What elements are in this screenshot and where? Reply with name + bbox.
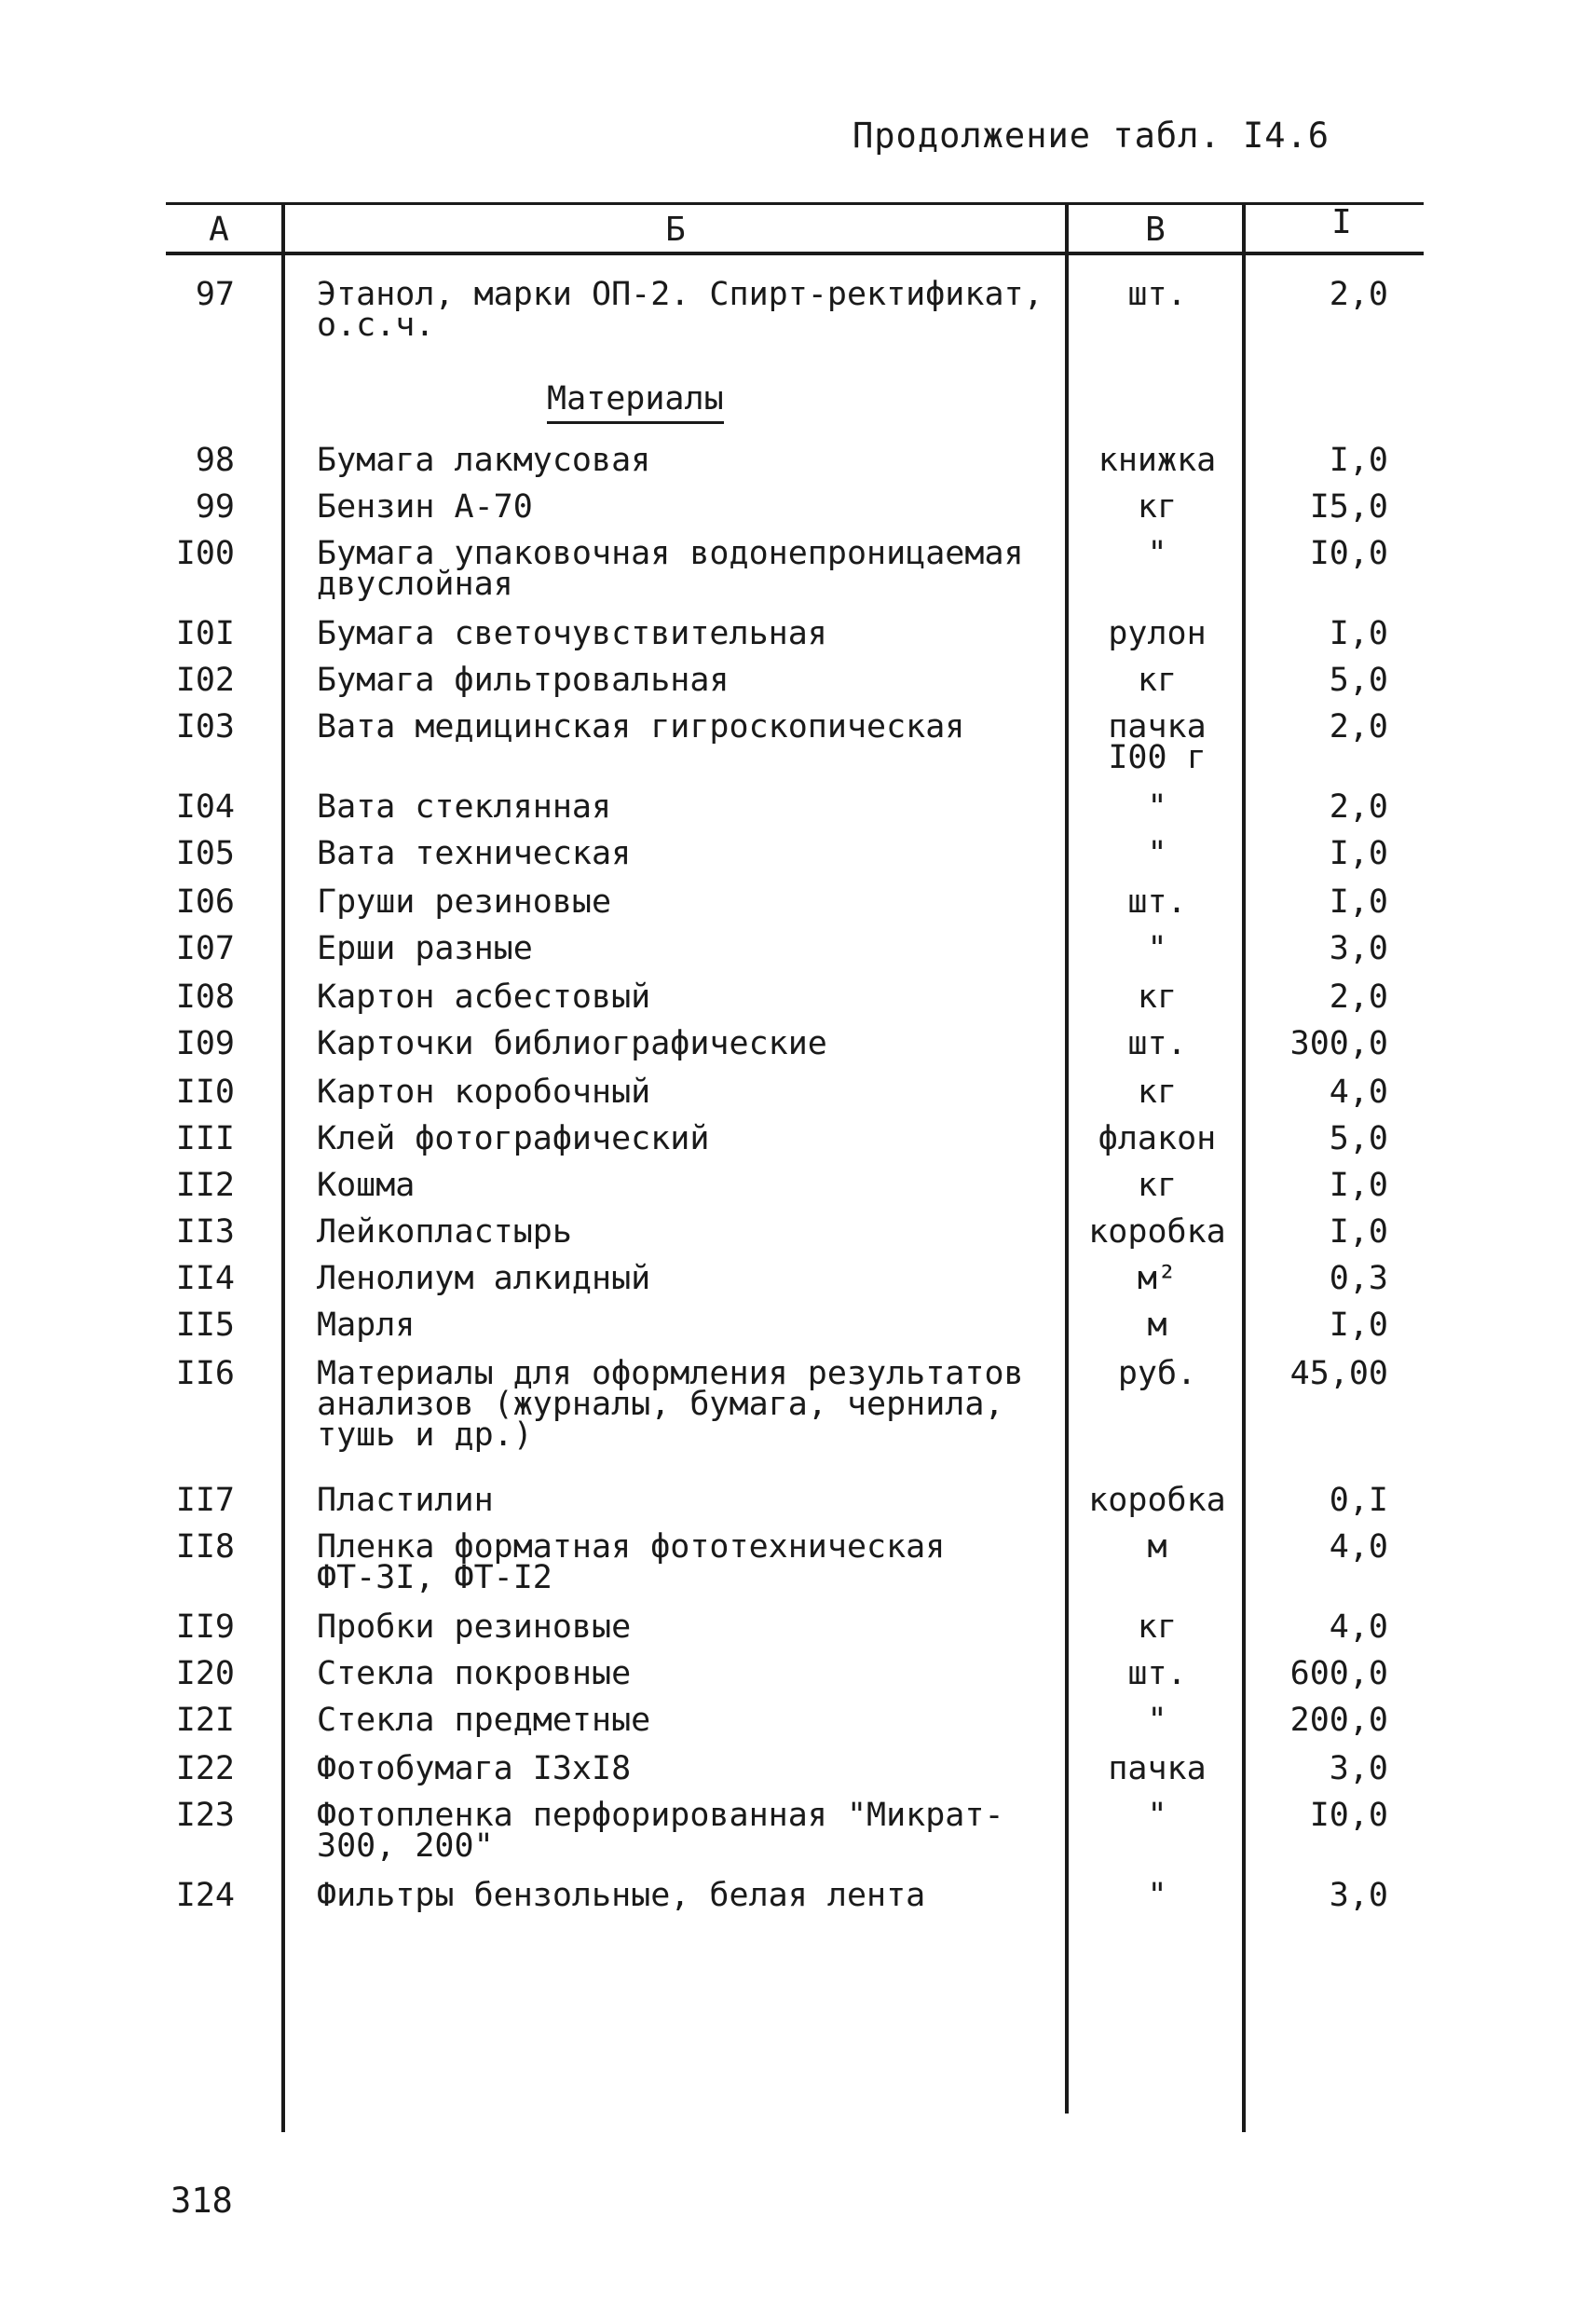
row-name: Груши резиновые bbox=[317, 883, 612, 921]
row-quantity: 4,0 bbox=[1329, 1528, 1388, 1566]
row-unit: м bbox=[1147, 1306, 1167, 1344]
row-name: Вата медицинская гигроскопическая bbox=[317, 708, 965, 746]
row-number: II5 bbox=[175, 1306, 235, 1344]
row-quantity: I,0 bbox=[1329, 1306, 1388, 1344]
header-a: А bbox=[209, 211, 229, 249]
table-caption: Продолжение табл. I4.6 bbox=[853, 116, 1330, 156]
row-number: I08 bbox=[175, 978, 235, 1016]
row-quantity: 600,0 bbox=[1289, 1655, 1388, 1692]
row-name: Бензин А-70 bbox=[317, 488, 533, 526]
column-divider-b-v bbox=[1065, 203, 1069, 2114]
row-number: I24 bbox=[175, 1877, 235, 1914]
column-divider-v-i bbox=[1242, 203, 1246, 2132]
row-number: 99 bbox=[195, 488, 235, 526]
row-name: Фотобумага I3хI8 bbox=[317, 1750, 632, 1787]
row-quantity: 4,0 bbox=[1329, 1608, 1388, 1646]
row-unit: шт. bbox=[1127, 276, 1187, 313]
row-unit: " bbox=[1147, 1877, 1167, 1914]
row-quantity: 2,0 bbox=[1329, 276, 1388, 313]
row-unit: " bbox=[1147, 835, 1167, 872]
row-name: Картон асбестовый bbox=[317, 978, 651, 1016]
row-number: III bbox=[175, 1120, 235, 1157]
row-unit: флакон bbox=[1098, 1120, 1217, 1157]
row-number: I05 bbox=[175, 835, 235, 872]
row-quantity: 4,0 bbox=[1329, 1074, 1388, 1111]
row-number: II4 bbox=[175, 1260, 235, 1297]
row-quantity: I0,0 bbox=[1309, 535, 1388, 572]
row-unit: коробка bbox=[1088, 1482, 1226, 1519]
row-unit: " bbox=[1147, 788, 1167, 826]
table-top-rule bbox=[166, 202, 1424, 205]
row-unit: пачка I00 г bbox=[1108, 708, 1207, 776]
row-unit: м² bbox=[1137, 1260, 1178, 1297]
row-quantity: 2,0 bbox=[1329, 978, 1388, 1016]
row-unit: руб. bbox=[1117, 1355, 1197, 1392]
header-i: I bbox=[1331, 203, 1352, 241]
row-quantity: I,0 bbox=[1329, 883, 1388, 921]
row-name: Бумага светочувствительная bbox=[317, 615, 827, 652]
row-number: I23 bbox=[175, 1797, 235, 1834]
row-quantity: I,0 bbox=[1329, 1213, 1388, 1251]
row-unit: кг bbox=[1137, 1074, 1178, 1111]
row-number: I22 bbox=[175, 1750, 235, 1787]
row-number: II7 bbox=[175, 1482, 235, 1519]
row-number: II8 bbox=[175, 1528, 235, 1566]
row-name: Вата техническая bbox=[317, 835, 632, 872]
row-quantity: 3,0 bbox=[1329, 1877, 1388, 1914]
row-name: Фотопленка перфорированная "Микрат- 300, 200" bbox=[317, 1797, 1004, 1865]
row-name: Карточки библиографические bbox=[317, 1025, 827, 1062]
row-quantity: 300,0 bbox=[1289, 1025, 1388, 1062]
row-unit: кг bbox=[1137, 488, 1178, 526]
row-quantity: I5,0 bbox=[1309, 488, 1388, 526]
row-name: Клей фотографический bbox=[317, 1120, 710, 1157]
row-quantity: 5,0 bbox=[1329, 662, 1388, 699]
row-name: Бумага упаковочная водонепроницаемая двуслойная bbox=[317, 535, 1024, 603]
row-unit: книжка bbox=[1098, 442, 1217, 479]
row-name: Пробки резиновые bbox=[317, 1608, 632, 1646]
row-unit: кг bbox=[1137, 1608, 1178, 1646]
row-name: Стекла покровные bbox=[317, 1655, 632, 1692]
row-unit: шт. bbox=[1127, 1655, 1187, 1692]
row-name: Вата стеклянная bbox=[317, 788, 612, 826]
row-quantity: 200,0 bbox=[1289, 1702, 1388, 1739]
row-name: Кошма bbox=[317, 1167, 416, 1204]
row-name: Бумага фильтровальная bbox=[317, 662, 730, 699]
row-unit: рулон bbox=[1108, 615, 1207, 652]
row-name: Лейкопластырь bbox=[317, 1213, 572, 1251]
row-quantity: I,0 bbox=[1329, 442, 1388, 479]
column-divider-a-b bbox=[281, 203, 285, 2132]
row-quantity: I,0 bbox=[1329, 615, 1388, 652]
row-name: Стекла предметные bbox=[317, 1702, 651, 1739]
row-number: II3 bbox=[175, 1213, 235, 1251]
row-number: II0 bbox=[175, 1074, 235, 1111]
row-name: Этанол, марки ОП-2. Спирт-ректификат, о.с.ч. bbox=[317, 276, 1044, 344]
row-number: I0I bbox=[175, 615, 235, 652]
row-number: II6 bbox=[175, 1355, 235, 1392]
page-number: 318 bbox=[171, 2181, 233, 2221]
row-unit: кг bbox=[1137, 1167, 1178, 1204]
header-b: Б bbox=[665, 211, 686, 249]
row-name: Фильтры бензольные, белая лента bbox=[317, 1877, 926, 1914]
row-number: I09 bbox=[175, 1025, 235, 1062]
row-number: I04 bbox=[175, 788, 235, 826]
row-unit: " bbox=[1147, 930, 1167, 967]
row-quantity: I,0 bbox=[1329, 1167, 1388, 1204]
row-quantity: I,0 bbox=[1329, 835, 1388, 872]
row-name: Ерши разные bbox=[317, 930, 533, 967]
row-unit: шт. bbox=[1127, 1025, 1187, 1062]
row-quantity: 2,0 bbox=[1329, 708, 1388, 746]
row-unit: шт. bbox=[1127, 883, 1187, 921]
row-name: Картон коробочный bbox=[317, 1074, 651, 1111]
row-unit: " bbox=[1147, 535, 1167, 572]
row-quantity: 0,I bbox=[1329, 1482, 1388, 1519]
row-quantity: 5,0 bbox=[1329, 1120, 1388, 1157]
row-unit: кг bbox=[1137, 978, 1178, 1016]
row-name: Ленолиум алкидный bbox=[317, 1260, 651, 1297]
row-number: 97 bbox=[195, 276, 235, 313]
row-unit: " bbox=[1147, 1702, 1167, 1739]
row-number: II2 bbox=[175, 1167, 235, 1204]
row-number: I20 bbox=[175, 1655, 235, 1692]
row-number: I06 bbox=[175, 883, 235, 921]
row-name: Бумага лакмусовая bbox=[317, 442, 651, 479]
header-v: В bbox=[1145, 211, 1166, 249]
row-number: I02 bbox=[175, 662, 235, 699]
row-name: Пластилин bbox=[317, 1482, 494, 1519]
row-number: I03 bbox=[175, 708, 235, 746]
row-name: Пленка форматная фототехническая ФТ-3I, ФТ-I2 bbox=[317, 1528, 946, 1596]
row-name: Марля bbox=[317, 1306, 416, 1344]
row-number: I00 bbox=[175, 535, 235, 572]
row-quantity: I0,0 bbox=[1309, 1797, 1388, 1834]
row-name: Материалы для оформления результатов анализов (журналы, бумага, чернила, тушь и др.) bbox=[317, 1355, 1024, 1454]
row-quantity: 3,0 bbox=[1329, 930, 1388, 967]
row-unit: пачка bbox=[1108, 1750, 1207, 1787]
row-number: I07 bbox=[175, 930, 235, 967]
row-number: I2I bbox=[175, 1702, 235, 1739]
row-quantity: 3,0 bbox=[1329, 1750, 1388, 1787]
row-unit: " bbox=[1147, 1797, 1167, 1834]
row-quantity: 0,3 bbox=[1329, 1260, 1388, 1297]
row-quantity: 45,00 bbox=[1289, 1355, 1388, 1392]
row-number: 98 bbox=[195, 442, 235, 479]
row-quantity: 2,0 bbox=[1329, 788, 1388, 826]
row-number: II9 bbox=[175, 1608, 235, 1646]
header-bottom-rule bbox=[166, 252, 1424, 255]
section-title: Материалы bbox=[547, 380, 724, 424]
row-unit: коробка bbox=[1088, 1213, 1226, 1251]
row-unit: кг bbox=[1137, 662, 1178, 699]
row-unit: м bbox=[1147, 1528, 1167, 1566]
